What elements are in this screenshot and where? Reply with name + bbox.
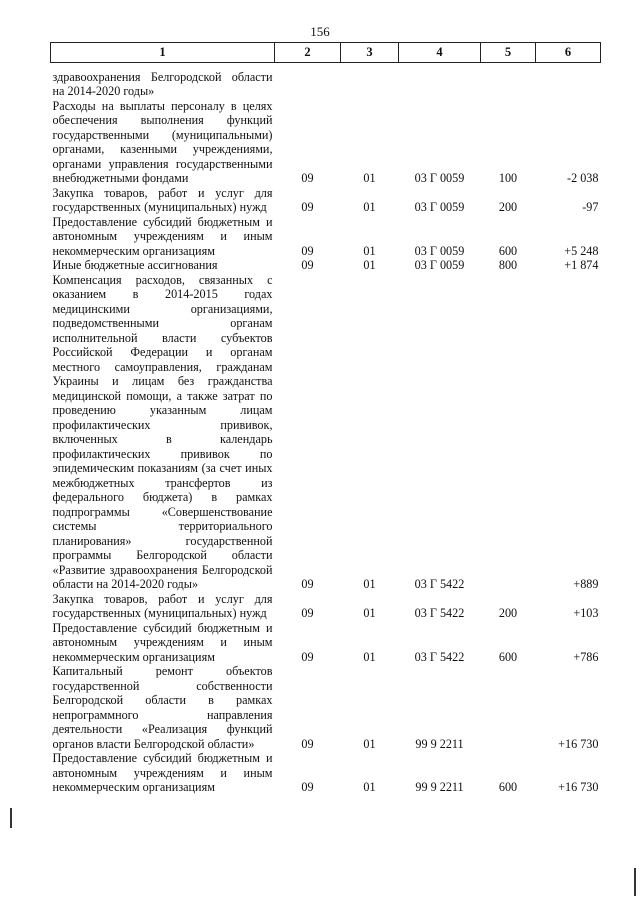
row-target-code: 03 Г 0059 bbox=[414, 171, 465, 185]
row-description: Расходы на выплаты персоналу в целях обеспечения выполнения функций государственными (муниципальными) органами, казенными учреждениями, органами управления государственными внебюджетными фондами bbox=[52, 98, 273, 185]
row-section: 09 bbox=[301, 200, 314, 214]
row-description: Предоставление субсидий бюджетным и автономным учреждениям и иным некоммерческим организациям bbox=[52, 214, 273, 258]
row-expense-type bbox=[481, 273, 536, 592]
row-subsection: 01 bbox=[363, 243, 376, 258]
row-expense-type: 600 bbox=[498, 243, 518, 258]
row-amount: +5 248 bbox=[564, 243, 599, 258]
row-expense-type bbox=[481, 664, 536, 751]
table-row bbox=[51, 751, 601, 795]
row-description: здравоохранения Белгородской области на 2014-2020 годы» bbox=[52, 69, 273, 98]
row-target-code: 03 Г 0059 bbox=[414, 243, 465, 258]
row-amount: +1 874 bbox=[564, 258, 599, 272]
row-description: Закупка товаров, работ и услуг для государственных (муниципальных) нужд bbox=[52, 591, 273, 620]
row-subsection: 01 bbox=[363, 171, 376, 185]
row-expense-type: 200 bbox=[498, 606, 518, 620]
row-subsection bbox=[341, 63, 399, 99]
row-subsection: 01 bbox=[363, 577, 376, 591]
row-description: Предоставление субсидий бюджетным и автономным учреждениям и иным некоммерческим организациям bbox=[52, 620, 273, 664]
column-header: 1 bbox=[51, 43, 275, 63]
row-description: Предоставление субсидий бюджетным и автономным учреждениям и иным некоммерческим организациям bbox=[52, 751, 273, 794]
row-target-code bbox=[399, 63, 481, 99]
budget-table bbox=[50, 42, 601, 795]
page-number: 156 bbox=[310, 24, 330, 39]
row-expense-type: 600 bbox=[498, 780, 518, 794]
row-description: Иные бюджетные ассигнования bbox=[52, 258, 218, 272]
row-section bbox=[275, 63, 341, 99]
row-expense-type: 200 bbox=[498, 200, 518, 214]
row-section: 09 bbox=[301, 243, 314, 258]
column-header: 6 bbox=[536, 43, 601, 63]
table-row bbox=[51, 664, 601, 751]
table-row bbox=[51, 186, 601, 215]
table-row bbox=[51, 215, 601, 259]
row-subsection: 01 bbox=[363, 649, 376, 664]
left-margin-mark bbox=[10, 808, 12, 828]
row-expense-type: 600 bbox=[498, 649, 518, 664]
table-row bbox=[51, 63, 601, 99]
row-subsection: 01 bbox=[363, 780, 376, 794]
row-section: 09 bbox=[301, 649, 314, 664]
row-amount: +16 730 bbox=[558, 736, 599, 751]
row-subsection: 01 bbox=[363, 200, 376, 214]
row-amount: +16 730 bbox=[558, 780, 599, 794]
row-expense-type: 800 bbox=[498, 258, 518, 272]
row-target-code: 03 Г 0059 bbox=[414, 258, 465, 272]
row-target-code: 03 Г 5422 bbox=[414, 649, 465, 664]
column-header: 4 bbox=[399, 43, 481, 63]
row-section: 09 bbox=[301, 577, 314, 591]
row-section: 09 bbox=[301, 171, 314, 185]
row-amount: +103 bbox=[573, 606, 599, 620]
row-amount: +889 bbox=[573, 577, 599, 591]
row-description: Закупка товаров, работ и услуг для государственных (муниципальных) нужд bbox=[52, 185, 273, 214]
row-target-code: 03 Г 5422 bbox=[414, 606, 465, 620]
row-subsection: 01 bbox=[363, 606, 376, 620]
row-expense-type bbox=[481, 63, 536, 99]
table-header-row bbox=[51, 43, 601, 63]
table-row bbox=[51, 621, 601, 665]
row-description: Компенсация расходов, связанных с оказанием в 2014-2015 годах медицинскими организациями, подведомственными органам исполнительной власти субъектов Российской Федерации и органам местного самоуправления, гражданам Украины и лицам без гражданства медицинской помощи, а также затрат по проведению указанным лицам профилактических прививок, включенных в календарь профилактических прививок по эпидемическим показаниям (за счет иных межбюджетных трансфертов из федерального бюджета) в рамках подпрограммы «Совершенствование системы территориального планирования» государственной программы Белгородской области «Развитие здравоохранения Белгородской области на 2014-2020 годы» bbox=[52, 272, 273, 591]
table-row bbox=[51, 592, 601, 621]
row-amount: -2 038 bbox=[567, 171, 599, 185]
row-description: Капитальный ремонт объектов государственной собственности Белгородской области в рамках непрограммного направления деятельности «Реализация функций органов власти Белгородской области» bbox=[52, 664, 273, 751]
row-subsection: 01 bbox=[363, 736, 376, 751]
row-section: 09 bbox=[301, 258, 314, 272]
column-header: 5 bbox=[481, 43, 536, 63]
row-section: 09 bbox=[301, 780, 314, 794]
row-section: 09 bbox=[301, 606, 314, 620]
row-target-code: 99 9 2211 bbox=[415, 780, 464, 794]
row-target-code: 99 9 2211 bbox=[415, 736, 464, 751]
row-target-code: 03 Г 0059 bbox=[414, 200, 465, 214]
row-subsection: 01 bbox=[363, 258, 376, 272]
row-amount: +786 bbox=[573, 649, 599, 664]
row-expense-type: 100 bbox=[498, 171, 518, 185]
row-amount bbox=[536, 63, 601, 99]
right-margin-mark bbox=[634, 868, 636, 896]
table-row bbox=[51, 99, 601, 186]
table-row bbox=[51, 273, 601, 592]
row-amount: -97 bbox=[582, 200, 599, 214]
table-row bbox=[51, 258, 601, 273]
column-header: 3 bbox=[341, 43, 399, 63]
row-section: 09 bbox=[301, 736, 314, 751]
column-header: 2 bbox=[275, 43, 341, 63]
row-target-code: 03 Г 5422 bbox=[414, 577, 465, 591]
